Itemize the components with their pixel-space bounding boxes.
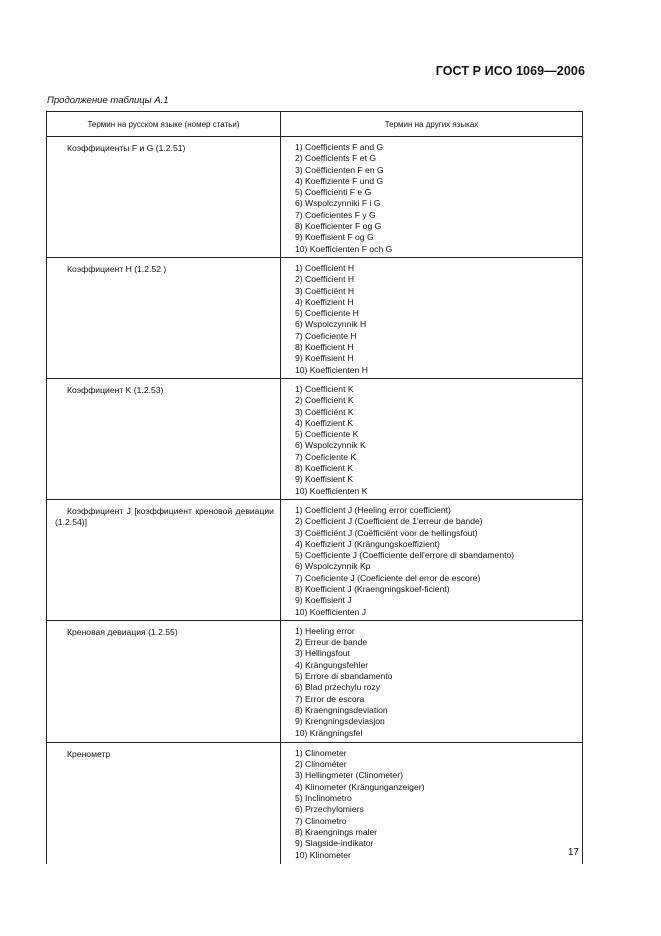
list-item: 8) Koefficient J (Kraengningskoef-ficient): [295, 583, 450, 594]
list-item: 1) Heeling error: [295, 625, 355, 636]
russian-term: Коэффициент J [коэффициент креновой девиации (1.2.54)]: [55, 505, 274, 527]
list-item: 10) Klinometer: [295, 849, 351, 860]
list-item: 9) Koeffisient K: [295, 474, 354, 485]
list-item: 8) Kraengnings maler: [295, 826, 378, 837]
list-item: 5) Inclinometro: [295, 793, 352, 804]
table-row: [47, 257, 583, 378]
column-header-other-languages: Термин на других языках: [281, 112, 583, 137]
table-row: [47, 499, 583, 620]
standard-designation: ГОСТ Р ИСО 1069—2006: [435, 64, 585, 78]
list-item: 5) Errore di sbandamento: [295, 671, 393, 682]
list-item: 5) Coefficiente K: [295, 429, 359, 440]
foreign-terms-cell: [281, 620, 583, 742]
list-item: 6) Wspolczynniki F i G: [295, 198, 381, 209]
foreign-terms-cell: [281, 257, 583, 378]
list-item: 4) Koeffiziente F und G: [295, 175, 384, 186]
russian-term-cell: [47, 257, 281, 378]
list-item: 9) Koeffisient F og G: [295, 232, 374, 243]
list-item: 4) Koeffizient J (Krängungskoeffizient): [295, 538, 440, 549]
list-item: 7) Coeficientes F y G: [295, 209, 376, 220]
list-item: 6) Blad przechylu rozy: [295, 682, 381, 693]
list-item: 6) Wspolczynnik K: [295, 440, 366, 451]
list-item: 6) Wspolczynnik H: [295, 319, 367, 330]
list-item: 9) Slagside-indikator: [295, 838, 374, 849]
list-item: 10) Koefficienten J: [295, 606, 367, 617]
russian-term-cell: [47, 620, 281, 742]
list-item: 1) Clinometer: [295, 747, 347, 758]
foreign-terms-cell: [281, 137, 583, 258]
list-item: 9) Koeffisient H: [295, 353, 354, 364]
list-item: 10) Koefficienten K: [295, 485, 368, 496]
russian-term: Креновая девиация (1.2.55): [67, 626, 178, 637]
list-item: 2) Erreur de bande: [295, 637, 368, 648]
list-item: 10) Koefficienten H: [295, 364, 368, 375]
table-row: [47, 742, 583, 864]
list-item: 3) Coëfficiënt K: [295, 406, 354, 417]
foreign-terms-cell: [281, 499, 583, 620]
list-item: 4) Klinometer (Krängunganzeiger): [295, 781, 425, 792]
russian-term-cell: [47, 742, 281, 864]
list-item: 4) Koeffizient K: [295, 417, 354, 428]
list-item: 4) Krängungsfehler: [295, 659, 369, 670]
russian-term-cell: [47, 378, 281, 499]
list-item: 1) Coefficient J (Heeling error coefficient): [295, 504, 451, 515]
list-item: 8) Koefficient K: [295, 463, 354, 474]
list-item: 9) Koeffisient J: [295, 595, 352, 606]
list-item: 5) Coefficiente H: [295, 308, 359, 319]
list-item: 8) Koefficienter F og G: [295, 221, 382, 232]
table-row: [47, 620, 583, 742]
list-item: 2) Coefficients F et G: [295, 153, 377, 164]
list-item: 2) Clinométer: [295, 759, 347, 770]
list-item: 4) Koeffizient H: [295, 296, 354, 307]
list-item: 1) Coefficient K: [295, 383, 354, 394]
list-item: 5) Coefficiente J (Coefficiente dell'errore di sbandamento): [295, 550, 515, 561]
foreign-terms-cell: [281, 742, 583, 864]
list-item: 3) Coëfficiënt H: [295, 285, 355, 296]
list-item: 7) Clinometro: [295, 815, 347, 826]
list-item: 3) Hellingsfout: [295, 648, 350, 659]
russian-term: Коэффициент K (1.2.53): [67, 384, 164, 395]
list-item: 10) Krängningsfel: [295, 727, 363, 738]
list-item: 8) Kraengningsdeviation: [295, 704, 388, 715]
page-number: 17: [567, 847, 579, 858]
russian-term-cell: [47, 499, 281, 620]
list-item: 7) Coeficiente K: [295, 451, 357, 462]
list-item: 1) Coefficients F and G: [295, 142, 384, 152]
column-header-russian: Термин на русском языке (номер статьи): [47, 112, 281, 137]
russian-term: Коэффициент H (1.2.52 ): [67, 263, 167, 274]
list-item: 8) Koefficient H: [295, 342, 354, 353]
table-caption: Продолжение таблицы А.1: [47, 95, 169, 106]
terms-table: [46, 111, 583, 864]
list-item: 2) Coefficient K: [295, 395, 354, 406]
list-item: 7) Coeficiente J (Coeficiente del error de escore): [295, 572, 481, 583]
list-item: 3) Hellingmeter (Clinometer): [295, 770, 403, 781]
list-item: 10) Koefficienten F och G: [295, 243, 393, 254]
list-item: 5) Coefficienti F e G: [295, 187, 372, 198]
table-row: [47, 378, 583, 499]
list-item: 6) Wspolczynnik Kp: [295, 561, 371, 572]
list-item: 9) Krengningsdeviasjon: [295, 716, 385, 727]
list-item: 3) Coëfficienten F en G: [295, 164, 384, 175]
russian-term-cell: [47, 137, 281, 258]
foreign-terms-cell: [281, 378, 583, 499]
list-item: 6) Przechylomiers: [295, 804, 364, 815]
list-item: 7) Error de escora: [295, 693, 365, 704]
russian-term: Кренометр: [67, 748, 111, 759]
table-row: [47, 137, 583, 258]
list-item: 3) Coëfficiënt J (Coëfficiënt voor de hellingsfout): [295, 527, 478, 538]
list-item: 2) Coefficient J (Coefficient de 1'erreur de bande): [295, 516, 483, 527]
table-header-row: [47, 112, 583, 137]
list-item: 2) Coefficient H: [295, 274, 355, 285]
russian-term: Коэффициенты F и G (1.2.51): [67, 143, 186, 153]
list-item: 1) Coefficient H: [295, 262, 355, 273]
list-item: 7) Coeficiente H: [295, 330, 357, 341]
